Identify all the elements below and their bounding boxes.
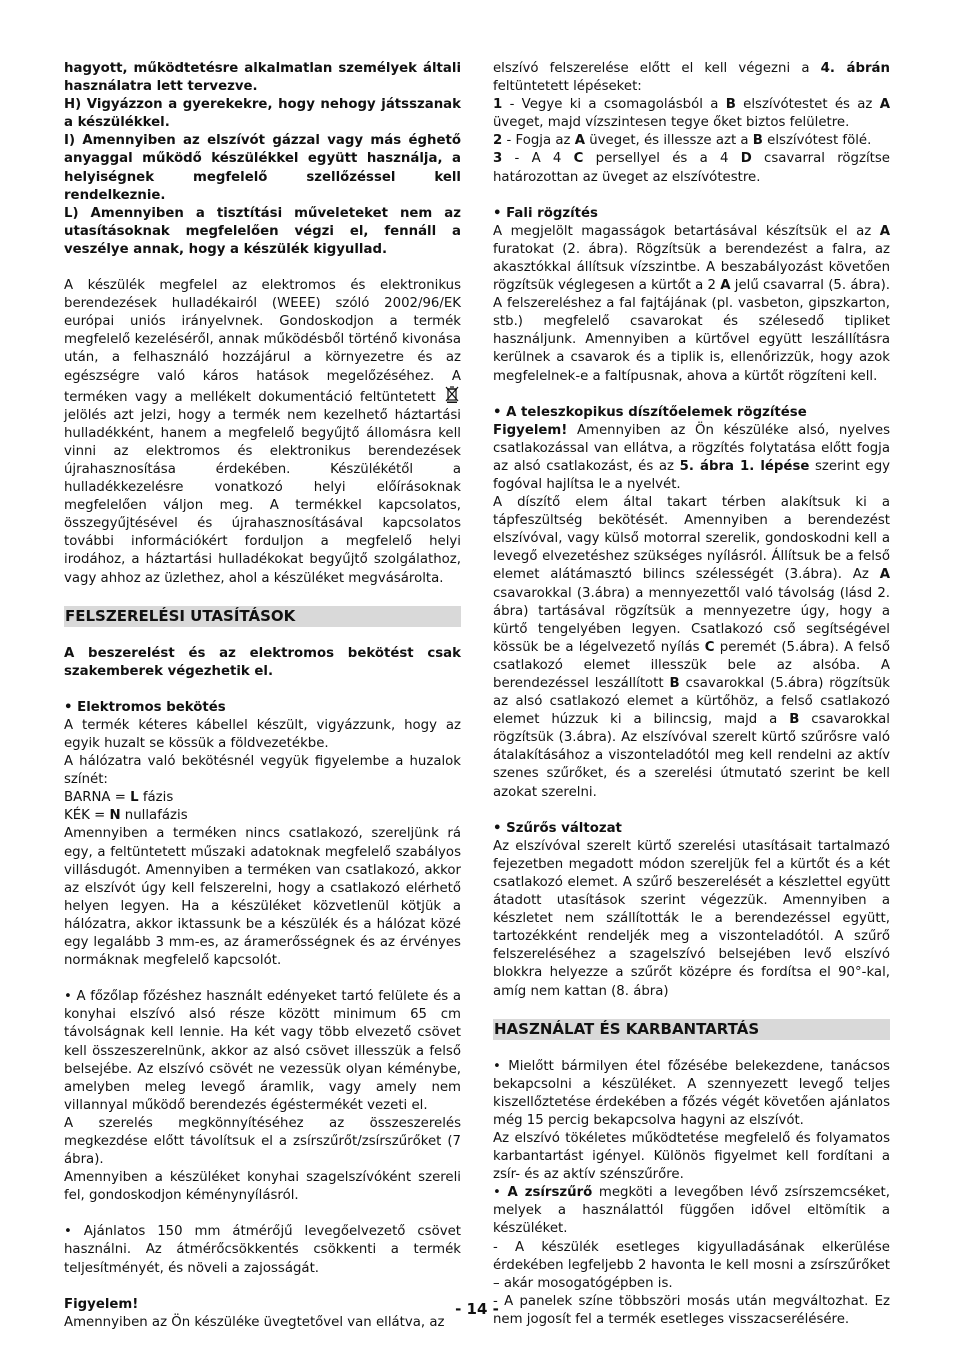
distance-p3: Amennyiben a készüléket konyhai szagelszívóként szereli fel, gondoskodjon kéménynyílásról. (64, 1170, 461, 1204)
glass-paragraph-end: elszívó felszerelése előtt el kell végezni a 4. ábrán feltüntetett lépéseket: (493, 61, 890, 95)
weee-text-a: A készülék megfelel az elektromos és elektronikus berendezések hulladékairól (WEEE) szóló 2002/96/EK európai uniós irányelvnek. Gondoskodjon a termék megfelelő kezeléséről, annak működésből történő kivonása után, a felhasználó hozzájárul a környezetre és az egészségre való káros hatások megelőzéséhez. A terméken vagy a mellékelt dokumentáció feltüntetett (64, 278, 461, 405)
warning-h-children: H) Vigyázzon a gyerekekre, hogy nehogy játsszanak a készülékkel. (64, 97, 461, 131)
filter-paragraph: Az elszívóval szerelt kürtő szerelési utasításait tartalmazó fejezetben megadott módon szereljük fel a kürtőt és a két csatlakozó elemet. A szűrő beszerelését a készlettel együtt átadott utasítások szerint végezzük. Amennyiben a készletet nem szállították le a berendezéssel együtt, tartozékként rendeljék meg a viszonteladótól. A szűrő felszereléséhez a szagelszívó belsejében levő elszívó blokkra helyezze a szűrőt középre és fordítsa el 90°-kal, amíg nem kattan (8. ábra) (493, 838, 890, 999)
electrical-title: • Elektromos bekötés (64, 699, 226, 715)
install-note: A beszerelést és az elektromos bekötést csak szakemberek végezhetik el. (64, 645, 461, 679)
weee-paragraph (64, 277, 461, 588)
page-number: - 14 - (455, 1300, 499, 1318)
warning-l: L) Amennyiben a tisztítási műveleteket nem az utasításoknak megfelelően végzi el, fennáll a veszélye annak, hogy a készülék kigyullad. (64, 205, 461, 257)
distance-p1: • A főzőlap főzéshez használt edényeket tartó felülete és a konyhai elszívó alsó része között minimum 65 cm távolságnak kell lennie. Ha két vagy több elvezető csövet kell összeszerelnünk, akkor az alsó csövet illesszük a felső belsejébe. Az elszívó csövét ne vezessük olyan kéménybe, amelyben meleg levegő áramlik, vagy amely nem villannyal működő berendezés égéstermékét vezeti el. (64, 989, 461, 1113)
wall-title: • Fali rögzítés (493, 205, 598, 221)
telescopic-p2: A díszítő elem által takart térben alakítsuk ki a tápfeszültség bekötését. Amennyiben a berendezést elszívóval, vagy külső motorral szerelik, gondoskodni kell a levegő elvezetéshez szükséges nyílásról. Állítsuk be a felső elemet alátámasztó bilincs szélességét (3.ábra). Az A csavarokkal (3.ábra) a mennyezettől való távolság (lásd 2. ábra) tartásával rögzítsük a mennyezetre úgy, hogy a kürtő tengelyében legyen. Csatlakozó cső segítségével kössük be a légelvezető nyílás C peremét (5.ábra). A felső csatlakozó elemet illesszük bele az alsóba. A berendezéssel leszállított B csavarokkal (5.ábra) rögzítsük az alsó csatlakozó elemet a kürtőhöz, a felső csatlakozó elemet húzzuk ki a bilincsig, majd a B csavarokkal rögzítsük (3.ábra). Az elszívóval szerelt kürtő szűrősre való átalakításához a viszonteladótól meg kell rendelni az aktív szenes szűrőket, és a szerelési útmutató szerint be kell azokat szerelni. (493, 495, 890, 800)
wire-brown: BARNA = L fázis (64, 790, 174, 806)
weee-text-b: jelölés azt jelzi, hogy a termék nem kezelhető háztartási hulladékként, hanem a megfelelő begyűjtő állomásra kell vinni az elektromos és elektronikus berendezések újrahasznosítása érdekében. Készülékétől a hulladékkezelésre vonatkozó helyi előírásoknak megfelelően váljon meg. A termékkel kapcsolatos, összegyűjtésével és újrahasznosításával kapcsolatos további információkért forduljon a megfelelő helyi irodához, a háztartási hulladékokat begyűjtő szolgálathoz, vagy ahhoz az üzlethez, ahol a készüléket megvásárolta. (64, 407, 461, 586)
glass-paragraph-start: Amennyiben az Ön készüléke üvegtetővel van ellátva, az (64, 1314, 445, 1330)
warning-i: I) Amennyiben az elszívót gázzal vagy más éghető anyaggal működő készülékkel együtt használja, a helyiségnek megfelelő szellőzéssel kell rendelkeznie. (64, 133, 461, 203)
right-column (493, 60, 890, 1329)
grease-filter-paragraph: • A zsírszűrő megköti a levegőben lévő zsírszemcséket, melyek a használattól függően idővel eltömítik a készüléket. (493, 1185, 890, 1237)
wire-blue: KÉK = N nullafázis (64, 808, 188, 824)
use-p2: Az elszívó tökéletes működtetése megfelelő és folyamatos karbantartást igényel. Különös figyelmet kell fordítani a zsír- és az aktív szénszűrőre. (493, 1130, 890, 1183)
warning-h: hagyott, működtetésre alkalmatlan személyek általi használatra lett tervezve. (64, 61, 461, 95)
step-2: 2 - Fogja az A üveget, és illessze azt a B elszívótest fölé. (493, 133, 872, 149)
use-p4: - A panelek színe többszöri mosás után megváltozhat. Ez nem jogosít fel a termék esetleges visszacserélésére. (493, 1293, 890, 1327)
electrical-p2: A hálózatra való bekötésnél vegyük figyelembe a huzalok színét: (64, 754, 461, 788)
telescopic-title: • A teleszkopikus díszítőelemek rögzítése (493, 404, 807, 420)
step-3: 3 - A 4 C persellyel és a 4 D csavarral rögzítse határozottan az üveget az elszívótestre. (493, 151, 890, 185)
wall-paragraph: A megjelölt magasságok betartásával készítsük el az A furatokat (2. ábra). Rögzítsük a berendezést a falra, az akasztókkal állítsuk vízszintbe. A beszabályozást követően rögzítsük véglegesen a kürtőt a 2 A jelű csavarral (5. ábra). A felszereléshez a fal fajtájának (pl. vasbeton, gipszkarton, stb.) megfelelő csavarokat és szélesedő tipliket használjunk. Amennyiben a kürtővel együtt leszállításra kerülnek a csavarok és a tiplik is, ellenőrizzük, hogy azok megfelelnek-e a faltípusnak, ahova a kürtőt rögzíteni kell. (493, 223, 890, 384)
step-1: 1 - Vegye ki a csomagolásból a B elszívótestet és az A üveget, majd vízszintesen tegye őket biztos felületre. (493, 97, 890, 131)
left-column (64, 60, 461, 1332)
heading-installation: FELSZERELÉSI UTASÍTÁSOK (64, 606, 461, 627)
crossed-bin-icon (445, 386, 459, 403)
use-p1: • Mielőtt bármilyen étel főzésébe belekezdene, tanácsos bekapcsolni a készüléket. A szennyezett levegő teljes kiszellőztetése érdekében a főzés végét követően ajánlatos még 15 percig bekapcsolva hagyni az elszívót. (493, 1058, 890, 1128)
electrical-p1: A termék kéteres kábellel készült, vigyázzunk, hogy az egyik huzalt se kössük a földvezetékbe. (64, 717, 461, 751)
attention-label: Figyelem! (64, 1296, 139, 1312)
use-p3: - A készülék esetleges kigyulladásának elkerülése érdekében legfeljebb 2 havonta le kell mosni a zsírszűrőket – akár mosogatógépben is. (493, 1239, 890, 1291)
filter-title: • Szűrős változat (493, 820, 622, 836)
telescopic-p1: Figyelem! Amennyiben az Ön készüléke alsó, nyelves csatlakozással van ellátva, a rögzítés folytatása előtt fogja az alsó csatlakozást, és az 5. ábra 1. lépése szerint egy fogóval hajlítsa le a nyelvét. (493, 422, 891, 492)
pipe-paragraph: • Ajánlatos 150 mm átmérőjű levegőelvezető csövet használni. Az átmérőcsökkentés csökkenti a termék teljesítményét, és növeli a zajosságát. (64, 1224, 461, 1276)
electrical-p3: Amennyiben a terméken nincs csatlakozó, szereljünk rá egy, a feltüntetett műszaki adatoknak megfelelő szabályos villásdugót. Amennyiben a terméken van csatlakozó, akkor az elszívót úgy kell felszerelni, hogy a csatlakozó elérhető helyen legyen. Ha a készüléket közvetlenül kötjük a hálózatra, akkor iktassunk be a készülék és a hálózat közé egy legalább 3 mm-es, az áramerősségnek és az érvényes normáknak megfelelő kapcsolót. (64, 826, 461, 969)
distance-p2: A szerelés megkönnyítéséhez az összeszerelés megkezdése előtt távolítsuk el a zsírszűrőt/zsírszűrőket (7 ábra). (64, 1115, 461, 1168)
heading-use-maintenance: HASZNÁLAT ÉS KARBANTARTÁS (493, 1019, 890, 1040)
